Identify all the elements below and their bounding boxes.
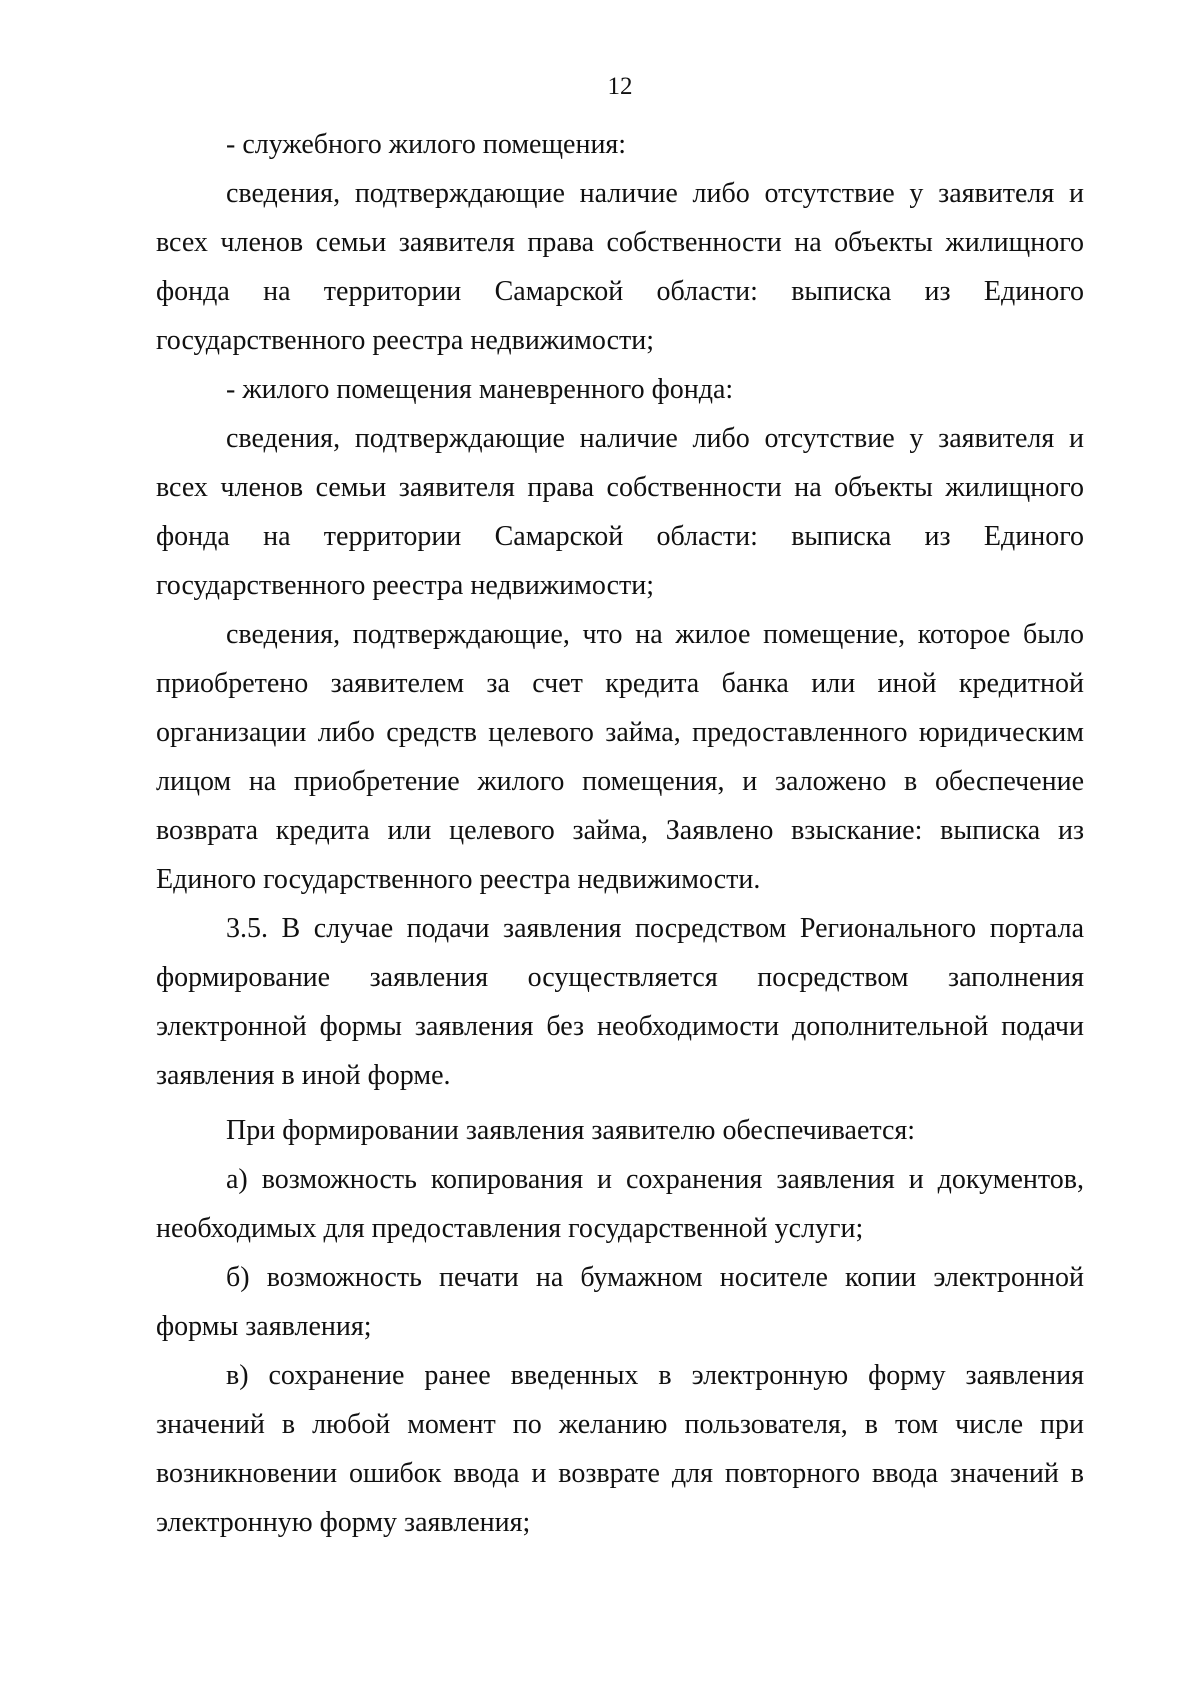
paragraph: сведения, подтверждающие наличие либо отсутствие у заявителя и всех членов семьи заявителя права собственности на объекты жилищного фонда на территории Самарской области: выписка из Единого государственного реестра недвижимости; bbox=[156, 178, 1084, 356]
paragraph: сведения, подтверждающие наличие либо отсутствие у заявителя и всех членов семьи заявителя права собственности на объекты жилищного фонда на территории Самарской области: выписка из Единого государственного реестра недвижимости; bbox=[156, 423, 1084, 601]
page-number: 12 bbox=[607, 73, 633, 100]
paragraph: а) возможность копирования и сохранения заявления и документов, необходимых для предоставления государственной услуги; bbox=[156, 1164, 1084, 1244]
paragraph: сведения, подтверждающие, что на жилое помещение, которое было приобретено заявителем за счет кредита банка или иной кредитной организации либо средств целевого займа, предоставленного юридическим лицом на приобретение жилого помещения, и заложено в обеспечение возврата кредита или целевого займа, Заявлено взыскание: выписка из Единого государственного реестра недвижимости. bbox=[156, 619, 1084, 895]
document-body bbox=[156, 120, 1084, 1547]
paragraph: - служебного жилого помещения: bbox=[226, 129, 627, 160]
paragraph: б) возможность печати на бумажном носителе копии электронной формы заявления; bbox=[156, 1262, 1084, 1342]
paragraph: При формировании заявления заявителю обеспечивается: bbox=[226, 1115, 916, 1146]
paragraph: 3.5. В случае подачи заявления посредством Регионального портала формирование заявления осуществляется посредством заполнения электронной формы заявления без необходимости дополнительной подачи заявления в иной форме. bbox=[156, 913, 1084, 1091]
paragraph: - жилого помещения маневренного фонда: bbox=[226, 374, 734, 405]
paragraph: в) сохранение ранее введенных в электронную форму заявления значений в любой момент по желанию пользователя, в том числе при возникновении ошибок ввода и возврате для повторного ввода значений в электронную форму заявления; bbox=[156, 1360, 1084, 1538]
